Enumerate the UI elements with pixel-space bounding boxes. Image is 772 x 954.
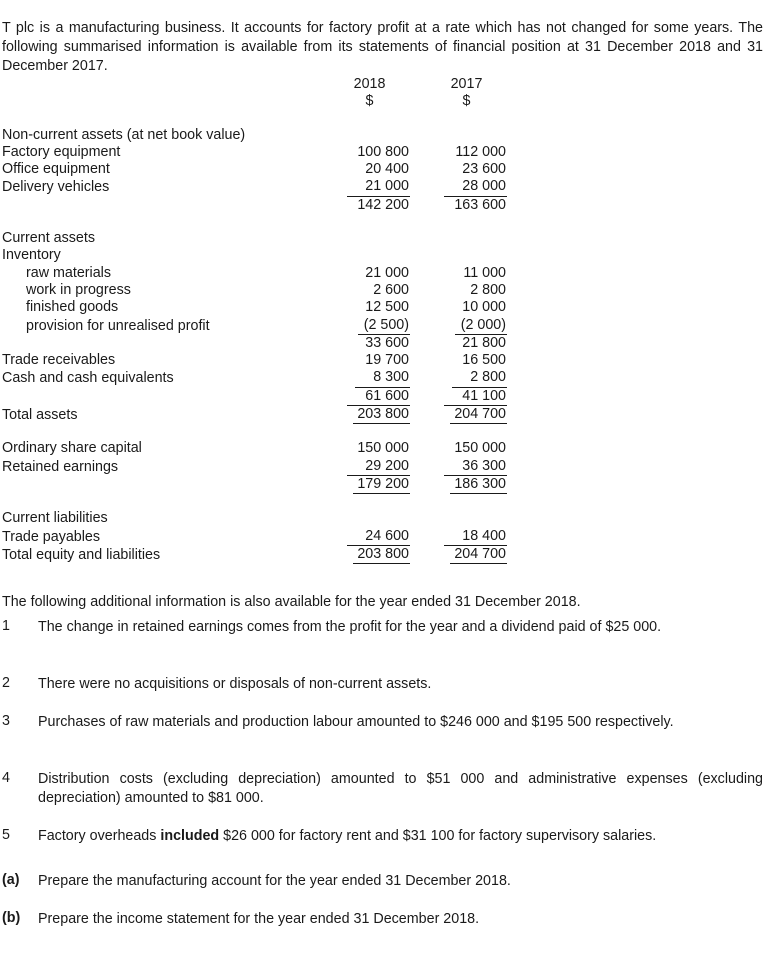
value: 19 700 xyxy=(365,352,410,369)
row-value-2018 xyxy=(329,352,426,369)
header-spacer xyxy=(0,76,329,93)
row-value-2018 xyxy=(329,282,426,299)
note-text-before: Factory overheads xyxy=(38,828,161,844)
value: 2 800 xyxy=(452,369,507,387)
row-value-2018 xyxy=(329,197,426,214)
table-row-noncurrent-assets-heading xyxy=(0,127,520,144)
row-value-2018 xyxy=(329,528,426,546)
row-label: raw materials xyxy=(26,264,112,281)
row-value-2017 xyxy=(426,440,520,457)
value: 186 300 xyxy=(450,476,507,494)
note-text: The change in retained earnings comes from the profit for the year and a dividend paid of $25 000. xyxy=(38,619,662,635)
row-label xyxy=(0,388,329,406)
value: 11 000 xyxy=(463,264,506,281)
value: 150 000 xyxy=(454,440,506,457)
note-text: Purchases of raw materials and production labour amounted to $246 000 and $195 500 respectively. xyxy=(38,714,674,730)
row-spacer xyxy=(0,494,520,510)
row-spacer xyxy=(0,424,520,440)
header-spacer-2 xyxy=(0,93,329,110)
table-row-noncurrent-assets-total xyxy=(0,197,520,214)
row-value-2017 xyxy=(426,335,520,352)
row-value-2018 xyxy=(329,335,426,352)
row-value-2017 xyxy=(426,247,520,264)
row-value-2018 xyxy=(329,388,426,406)
table-row-finished-goods xyxy=(0,299,520,316)
row-value-2017 xyxy=(426,476,520,494)
value: 2 600 xyxy=(373,281,410,298)
row-value-2017 xyxy=(426,510,520,527)
table-row-equity-total xyxy=(0,476,520,494)
value: 21 800 xyxy=(462,334,506,351)
row-value-2018 xyxy=(329,476,426,494)
row-value-2018 xyxy=(329,161,426,178)
table-header-row-years xyxy=(0,76,520,93)
row-value-2017 xyxy=(426,388,520,406)
row-value-2017 xyxy=(426,369,520,387)
value: 18 400 xyxy=(444,528,507,546)
note-item-4 xyxy=(2,770,763,808)
row-value-2018 xyxy=(329,178,426,196)
question-text: Prepare the manufacturing account for the year ended 31 December 2018. xyxy=(38,873,511,889)
row-value-2017 xyxy=(426,458,520,476)
value: 28 000 xyxy=(444,178,507,196)
row-value-2018 xyxy=(329,317,426,335)
note-item-2 xyxy=(2,675,763,694)
note-text: There were no acquisitions or disposals of non-current assets. xyxy=(38,676,432,692)
row-value-2017 xyxy=(426,197,520,214)
question-label: (b) xyxy=(2,910,21,926)
row-value-2017 xyxy=(426,265,520,282)
row-value-2017 xyxy=(426,161,520,178)
table-row-ordinary-share-capital xyxy=(0,440,520,457)
row-label: Trade receivables xyxy=(2,352,116,369)
row-label: Office equipment xyxy=(2,161,110,178)
row-value-2017 xyxy=(426,299,520,316)
row-label xyxy=(0,197,329,214)
row-label: Current assets xyxy=(2,230,95,247)
value: 29 200 xyxy=(347,458,410,476)
value: 61 600 xyxy=(347,388,410,406)
row-value-2017 xyxy=(426,406,520,424)
row-spacer xyxy=(0,111,520,127)
row-value-2017 xyxy=(426,178,520,196)
row-value-2017 xyxy=(426,528,520,546)
note-emphasis: included xyxy=(160,828,220,844)
value: 2 800 xyxy=(470,281,506,298)
value: 10 000 xyxy=(462,299,506,316)
value: 16 500 xyxy=(462,352,506,369)
question-item-b xyxy=(2,910,763,929)
value: 8 300 xyxy=(355,369,410,387)
table-row-factory-equipment xyxy=(0,144,520,161)
row-value-2017 xyxy=(426,144,520,161)
table-row-total-equity-liabilities xyxy=(0,546,520,564)
value: 204 700 xyxy=(450,546,507,564)
intro-paragraph: T plc is a manufacturing business. It accounts for factory profit at a rate which has not changed for some years. The following summarised information is available from its statements of financial position at 31 December 2018 and 31 December 2017. xyxy=(2,20,763,75)
table-row-inventory-total xyxy=(0,335,520,352)
table-header-row-currency xyxy=(0,93,520,110)
row-value-2017 xyxy=(426,546,520,564)
row-label xyxy=(0,335,329,352)
row-label: Inventory xyxy=(2,247,61,264)
row-label: Ordinary share capital xyxy=(2,440,142,457)
table-row-total-assets xyxy=(0,406,520,424)
table-row-inventory-heading xyxy=(0,247,520,264)
value: 203 800 xyxy=(353,406,410,424)
row-value-2018 xyxy=(329,406,426,424)
column-header-2017: 2017 xyxy=(450,76,483,92)
value: 179 200 xyxy=(353,476,410,494)
table-row-office-equipment xyxy=(0,161,520,178)
table-row-work-in-progress xyxy=(0,282,520,299)
table-row-current-liabilities-heading xyxy=(0,510,520,527)
value: 150 000 xyxy=(357,440,410,457)
row-value-2018 xyxy=(329,265,426,282)
note-text: Distribution costs (excluding depreciation) amounted to $51 000 and administrative expenses (excluding depreciation) amounted to $81 000. xyxy=(38,771,763,806)
row-value-2018 xyxy=(329,144,426,161)
row-value-2017 xyxy=(426,317,520,335)
row-value-2018 xyxy=(329,510,426,527)
question-text: Prepare the income statement for the year ended 31 December 2018. xyxy=(38,911,480,927)
row-label: Current liabilities xyxy=(2,510,108,527)
row-label: Non-current assets (at net book value) xyxy=(2,126,246,143)
currency-header-2017: $ xyxy=(462,93,471,110)
table-row-current-assets-heading xyxy=(0,230,520,247)
table-row-cash-equivalents xyxy=(0,369,520,387)
row-label: Cash and cash equivalents xyxy=(2,370,174,387)
table-row-trade-payables xyxy=(0,528,520,546)
row-spacer xyxy=(0,214,520,230)
note-item-5 xyxy=(2,827,763,846)
row-value-2017 xyxy=(426,282,520,299)
row-value-2017 xyxy=(426,127,520,144)
financial-position-table xyxy=(0,76,520,564)
question-item-a xyxy=(2,872,763,891)
row-label: Total assets xyxy=(2,407,78,424)
row-value-2018 xyxy=(329,546,426,564)
note-number: 5 xyxy=(2,827,10,843)
row-label: work in progress xyxy=(26,281,131,298)
row-value-2017 xyxy=(426,352,520,369)
value: 12 500 xyxy=(365,299,410,316)
table-row-delivery-vehicles xyxy=(0,178,520,196)
table-row-raw-materials xyxy=(0,265,520,282)
value: 20 400 xyxy=(365,161,410,178)
row-value-2018 xyxy=(329,369,426,387)
value: 36 300 xyxy=(444,458,507,476)
row-label: Retained earnings xyxy=(2,458,119,475)
row-value-2018 xyxy=(329,440,426,457)
note-number: 3 xyxy=(2,713,10,729)
note-text xyxy=(38,827,763,846)
value: 142 200 xyxy=(357,196,410,213)
note-item-3 xyxy=(2,713,763,732)
table-row-current-assets-total xyxy=(0,388,520,406)
row-value-2018 xyxy=(329,230,426,247)
row-label: Trade payables xyxy=(2,528,101,545)
row-label: Factory equipment xyxy=(2,143,121,160)
note-number: 2 xyxy=(2,675,10,691)
row-label: Delivery vehicles xyxy=(2,179,110,196)
row-value-2018 xyxy=(329,299,426,316)
row-value-2018 xyxy=(329,247,426,264)
table-row-trade-receivables xyxy=(0,352,520,369)
table-row-provision-unrealised-profit xyxy=(0,317,520,335)
table-row-retained-earnings xyxy=(0,458,520,476)
column-header-2018: 2018 xyxy=(353,76,386,92)
row-label xyxy=(0,476,329,494)
note-text-after: $26 000 for factory rent and $31 100 for factory supervisory salaries. xyxy=(219,828,657,844)
value: 41 100 xyxy=(444,388,507,406)
row-value-2018 xyxy=(329,127,426,144)
value: 33 600 xyxy=(365,334,410,351)
row-value-2018 xyxy=(329,458,426,476)
value: 204 700 xyxy=(450,406,507,424)
currency-header-2018: $ xyxy=(365,93,374,110)
value: 100 800 xyxy=(357,143,410,160)
value: 21 000 xyxy=(365,264,410,281)
note-number: 4 xyxy=(2,770,10,786)
value: 163 600 xyxy=(454,196,506,213)
value: 203 800 xyxy=(353,546,410,564)
row-label: provision for unrealised profit xyxy=(26,317,210,334)
note-number: 1 xyxy=(2,618,10,634)
value: 21 000 xyxy=(347,178,410,196)
row-label: finished goods xyxy=(26,299,119,316)
row-label: Total equity and liabilities xyxy=(2,546,161,563)
question-label: (a) xyxy=(2,872,20,888)
value: (2 000) xyxy=(455,317,507,335)
value: 23 600 xyxy=(462,161,506,178)
row-value-2017 xyxy=(426,230,520,247)
value: (2 500) xyxy=(358,317,410,335)
notes-lead-paragraph: The following additional information is also available for the year ended 31 December 2018. xyxy=(2,594,581,611)
note-item-1 xyxy=(2,618,763,637)
value: 112 000 xyxy=(455,143,506,160)
value: 24 600 xyxy=(347,528,410,546)
